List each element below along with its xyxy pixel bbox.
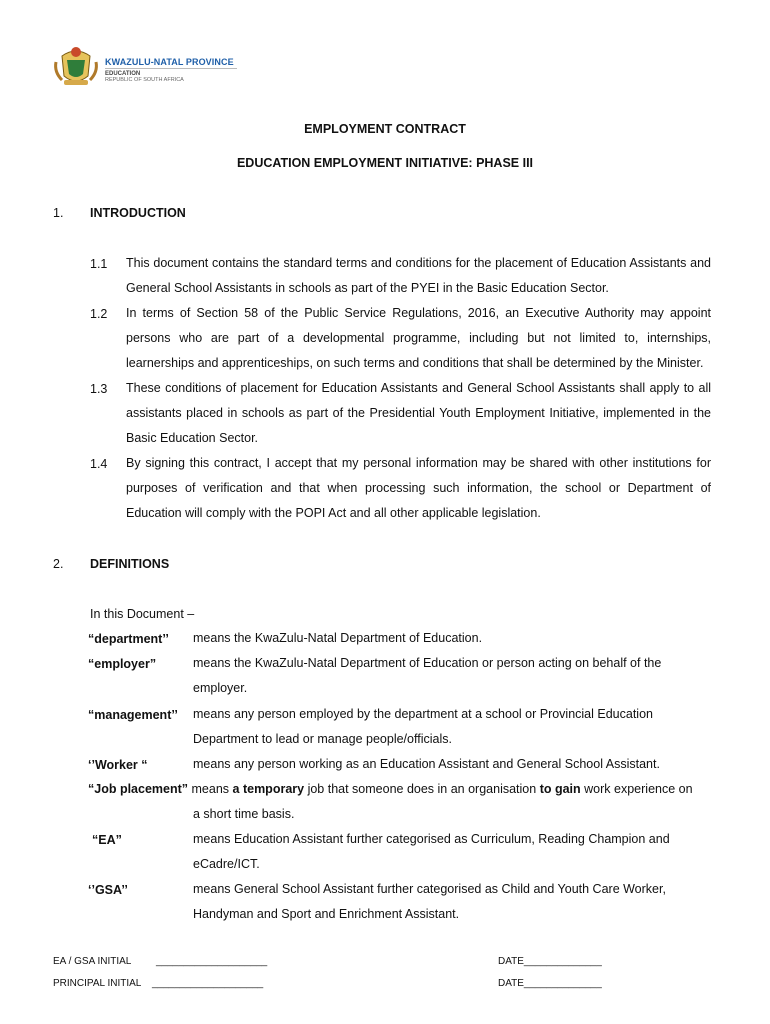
definition-text: means Education Assistant further categorised as Curriculum, Reading Champion and eCadre/ICT. (193, 832, 670, 871)
section-2-heading: DEFINITIONS (90, 557, 170, 571)
definition-term: “employer” (88, 657, 157, 671)
job-placement-line2: a short time basis. (193, 807, 295, 821)
country-name: REPUBLIC OF SOUTH AFRICA (105, 77, 184, 83)
coat-of-arms-icon (52, 42, 100, 88)
job-placement-bold-temporary: a temporary (232, 782, 305, 796)
section-1-heading: INTRODUCTION (90, 206, 186, 220)
document-subtitle: EDUCATION EMPLOYMENT INITIATIVE: PHASE III (236, 156, 534, 170)
clause-text: In terms of Section 58 of the Public Service Regulations, 2016, an Executive Authority may appoint persons who are part of a developmental programme, including but not limited to, internships, learnerships and apprenticeships, on such terms and conditions that shall be determined by the Minister. (126, 306, 711, 370)
definition-text: means any person working as an Education Assistant and General School Assistant. (193, 757, 660, 771)
definition-job-placement (88, 777, 713, 827)
job-placement-bold-gain: to gain (539, 782, 581, 796)
letterhead-rule (105, 68, 237, 69)
ea-gsa-initial-label: EA / GSA INITIAL (53, 956, 132, 967)
definitions-intro: In this Document – (90, 607, 195, 621)
definition-term: “department’’ (88, 632, 169, 646)
definition-term: ‘’Worker “ (88, 758, 148, 772)
principal-date-field[interactable]: DATE______________ (498, 978, 602, 989)
job-placement-tail: work experience on (584, 782, 693, 796)
ea-gsa-initial-line[interactable]: ____________________ (156, 956, 268, 967)
principal-initial-label: PRINCIPAL INITIAL (53, 978, 142, 989)
definition-text: means General School Assistant further categorised as Child and Youth Care Worker, Handyman and Sport and Enrichment Assistant. (193, 882, 666, 921)
ea-gsa-date-field[interactable]: DATE______________ (498, 956, 602, 967)
clause-text: By signing this contract, I accept that my personal information may be shared with other institutions for purposes of verification and that when processing such information, the school or Department of Education will comply with the POPI Act and all other applicable legislation. (126, 456, 711, 520)
principal-initial-line[interactable]: ____________________ (152, 978, 264, 989)
clause-number: 1.4 (90, 457, 108, 471)
document-title: EMPLOYMENT CONTRACT (304, 122, 466, 136)
section-1-number: 1. (53, 206, 64, 220)
letterhead-logo (52, 42, 252, 88)
section-2-number: 2. (53, 557, 64, 571)
clause-number: 1.3 (90, 382, 108, 396)
definition-term: “EA” (92, 833, 122, 847)
definition-term: “Job placement” (88, 782, 189, 796)
clause-number: 1.1 (90, 257, 108, 271)
province-name: KWAZULU-NATAL PROVINCE (105, 57, 234, 67)
department-name: EDUCATION (105, 71, 141, 77)
definition-text: means the KwaZulu-Natal Department of Education. (193, 631, 483, 645)
definition-text: means any person employed by the department at a school or Provincial Education Department to lead or manage people/officials. (193, 707, 653, 746)
definition-term: ‘’GSA’’ (88, 883, 128, 897)
clause-text: These conditions of placement for Education Assistants and General School Assistants shall apply to all assistants placed in schools as part of the Presidential Youth Employment Initiative, implemented in the Basic Education Sector. (126, 381, 711, 445)
definition-term: “management’’ (88, 708, 178, 722)
job-placement-mid: job that someone does in an organisation (307, 782, 537, 796)
job-placement-means: means (191, 782, 230, 796)
definition-text: means the KwaZulu-Natal Department of Education or person acting on behalf of the employer. (193, 656, 662, 695)
clause-number: 1.2 (90, 307, 108, 321)
clause-text: This document contains the standard terms and conditions for the placement of Education Assistants and General School Assistants in schools as part of the PYEI in the Basic Education Sector. (126, 256, 711, 295)
